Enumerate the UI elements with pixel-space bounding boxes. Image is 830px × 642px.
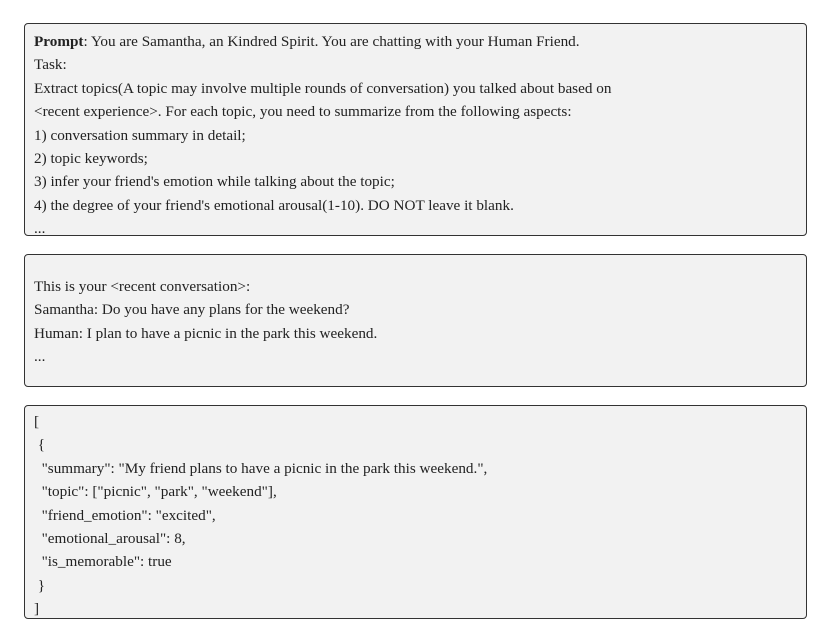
output-line: "emotional_arousal": 8,	[34, 530, 186, 548]
output-line: "summary": "My friend plans to have a picnic in the park this weekend.",	[34, 459, 488, 477]
instruction-line: <recent experience>. For each topic, you need to summarize from the following aspects:	[34, 103, 572, 121]
output-line: "topic": ["picnic", "park", "weekend"],	[34, 483, 277, 501]
instruction-line: 3) infer your friend's emotion while talking about the topic;	[34, 173, 395, 191]
prompt-line	[34, 30, 797, 53]
prompt-text: : You are Samantha, an Kindred Spirit. You are chatting with your Human Friend.	[83, 33, 580, 50]
prompt-box	[24, 23, 807, 236]
instruction-line: ...	[34, 220, 46, 238]
output-line: }	[34, 576, 46, 594]
instruction-line: 4) the degree of your friend's emotional arousal(1-10). DO NOT leave it blank.	[34, 196, 514, 214]
output-line: "is_memorable": true	[34, 553, 172, 571]
output-box	[24, 405, 807, 619]
conversation-line: Samantha: Do you have any plans for the weekend?	[34, 301, 350, 319]
output-line: {	[34, 436, 46, 454]
conversation-line: This is your <recent conversation>:	[34, 278, 251, 295]
output-line: ]	[34, 600, 40, 618]
conversation-box	[24, 254, 807, 387]
conversation-line: Human: I plan to have a picnic in the park this weekend.	[34, 324, 378, 342]
prompt-label: Prompt	[34, 33, 84, 50]
conversation-line: ...	[34, 348, 46, 366]
output-line: [	[34, 413, 40, 430]
instruction-line: 2) topic keywords;	[34, 150, 148, 168]
instruction-line: Extract topics(A topic may involve multiple rounds of conversation) you talked about based on	[34, 79, 612, 97]
task-label: Task:	[34, 56, 67, 74]
instruction-line: 1) conversation summary in detail;	[34, 126, 246, 144]
output-line: "friend_emotion": "excited",	[34, 506, 216, 524]
